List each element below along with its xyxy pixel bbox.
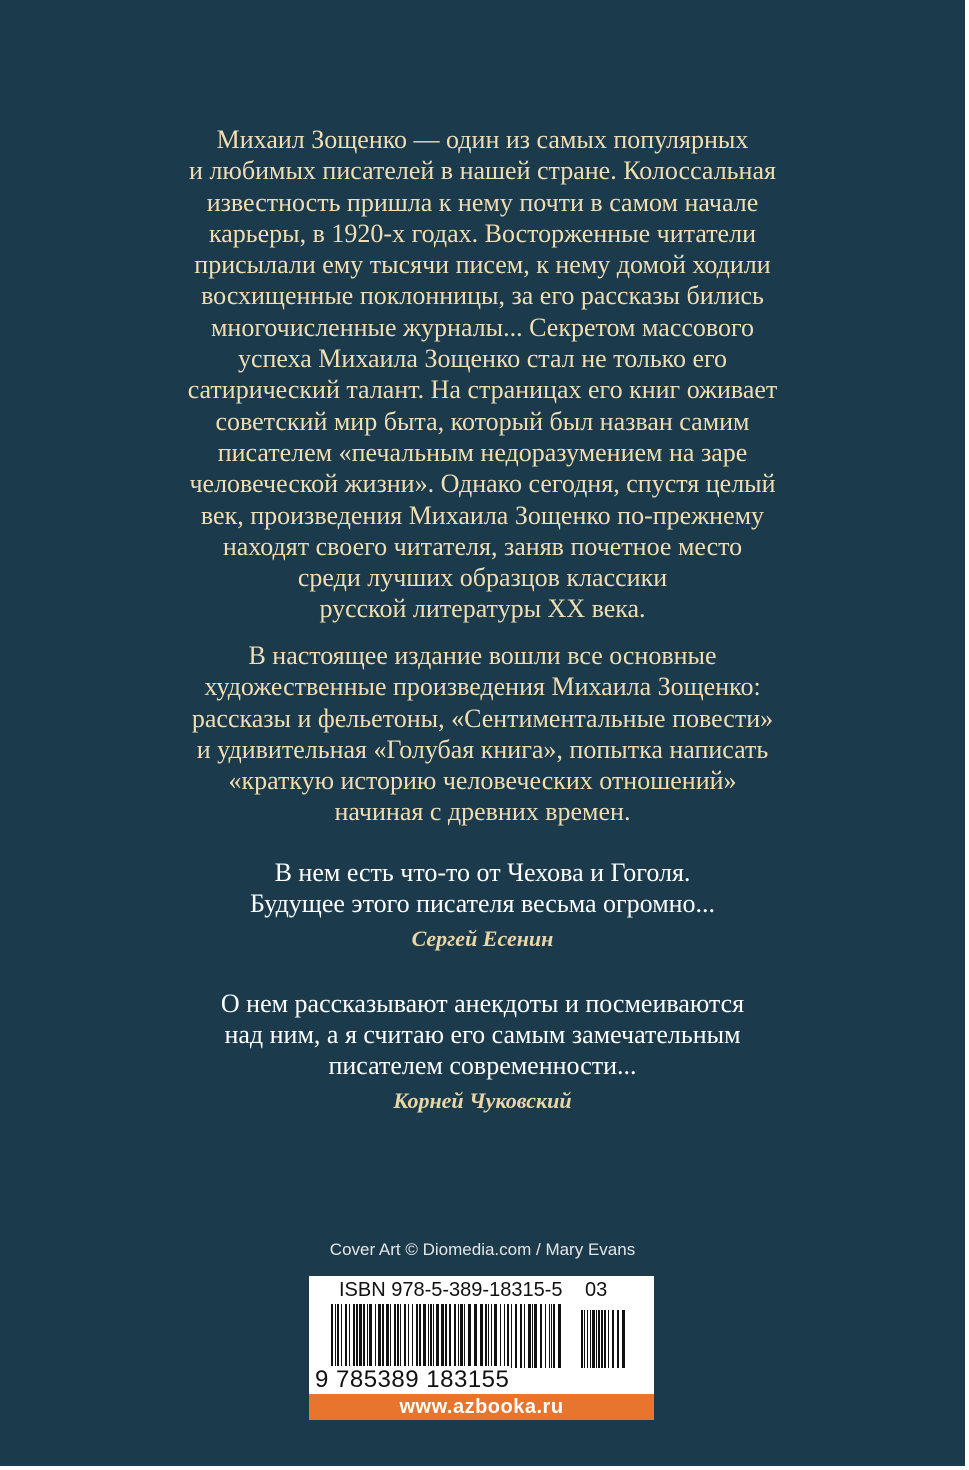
cover-art-credit: Cover Art © Diomedia.com / Mary Evans [329,1240,636,1259]
description-paragraph-1 [0,124,965,625]
quote-line: Будущее этого писателя весьма огромно... [249,889,716,918]
text-line: художественные произведения Михаила Зощенко: [204,672,761,702]
text-line: присылали ему тысячи писем, к нему домой ходили [194,250,771,280]
publisher-website: www.azbooka.ru [309,1394,654,1420]
text-line: советский мир быта, который был назван самим [215,406,750,436]
isbn-barcode [309,1276,654,1420]
text-line: карьеры, в 1920-х годах. Восторженные читатели [209,218,756,248]
quote-line: В нем есть что-то от Чехова и Гоголя. [274,858,691,887]
ean-digits: 9 785389 183155 [315,1366,510,1393]
barcode-addon-digits: 03 [585,1279,608,1301]
quote-line: О нем рассказывают анекдоты и посмеиваются [220,989,745,1018]
text-line: Михаил Зощенко — один из самых популярных [216,125,749,154]
isbn-label: ISBN 978-5-389-18315-5 [339,1279,563,1301]
description-paragraph-2 [0,640,965,828]
text-line: сатирический талант. На страницах его книг оживает [187,375,778,405]
text-line: русской литературы XX века. [319,594,646,624]
text-line: известность пришла к нему почти в самом начале [206,187,759,217]
text-line: и удивительная «Голубая книга», попытка написать [196,734,769,764]
quote-author: Корней Чуковский [393,1088,572,1113]
text-line: «краткую историю человеческих отношений» [228,766,737,796]
barcode-bars-icon [331,1304,631,1368]
text-line: В настоящее издание вошли все основные [248,641,717,670]
quote-line: писателем современности... [328,1051,637,1080]
text-line: успеха Михаила Зощенко стал не только его [237,344,728,374]
text-line: среди лучших образцов классики [297,563,668,593]
text-line: писателем «печальным недоразумением на заре [217,437,748,467]
quote-author: Сергей Есенин [411,926,554,951]
text-line: находят своего читателя, заняв почетное место [222,531,743,561]
quote-esenin [0,857,965,953]
text-line: начиная с древних времен. [334,797,631,827]
text-line: рассказы и фельетоны, «Сентиментальные повести» [191,703,774,733]
quote-chukovsky [0,988,965,1115]
text-line: век, произведения Михаила Зощенко по-прежнему [200,500,765,530]
quote-line: над ним, а я считаю его самым замечательным [224,1020,741,1049]
text-line: многочисленные журналы... Секретом массового [210,312,755,342]
text-line: восхищенные поклонницы, за его рассказы бились [201,281,764,311]
text-line: и любимых писателей в нашей стране. Колоссальная [189,156,776,186]
text-line: человеческой жизни». Однако сегодня, спустя целый [189,469,776,499]
